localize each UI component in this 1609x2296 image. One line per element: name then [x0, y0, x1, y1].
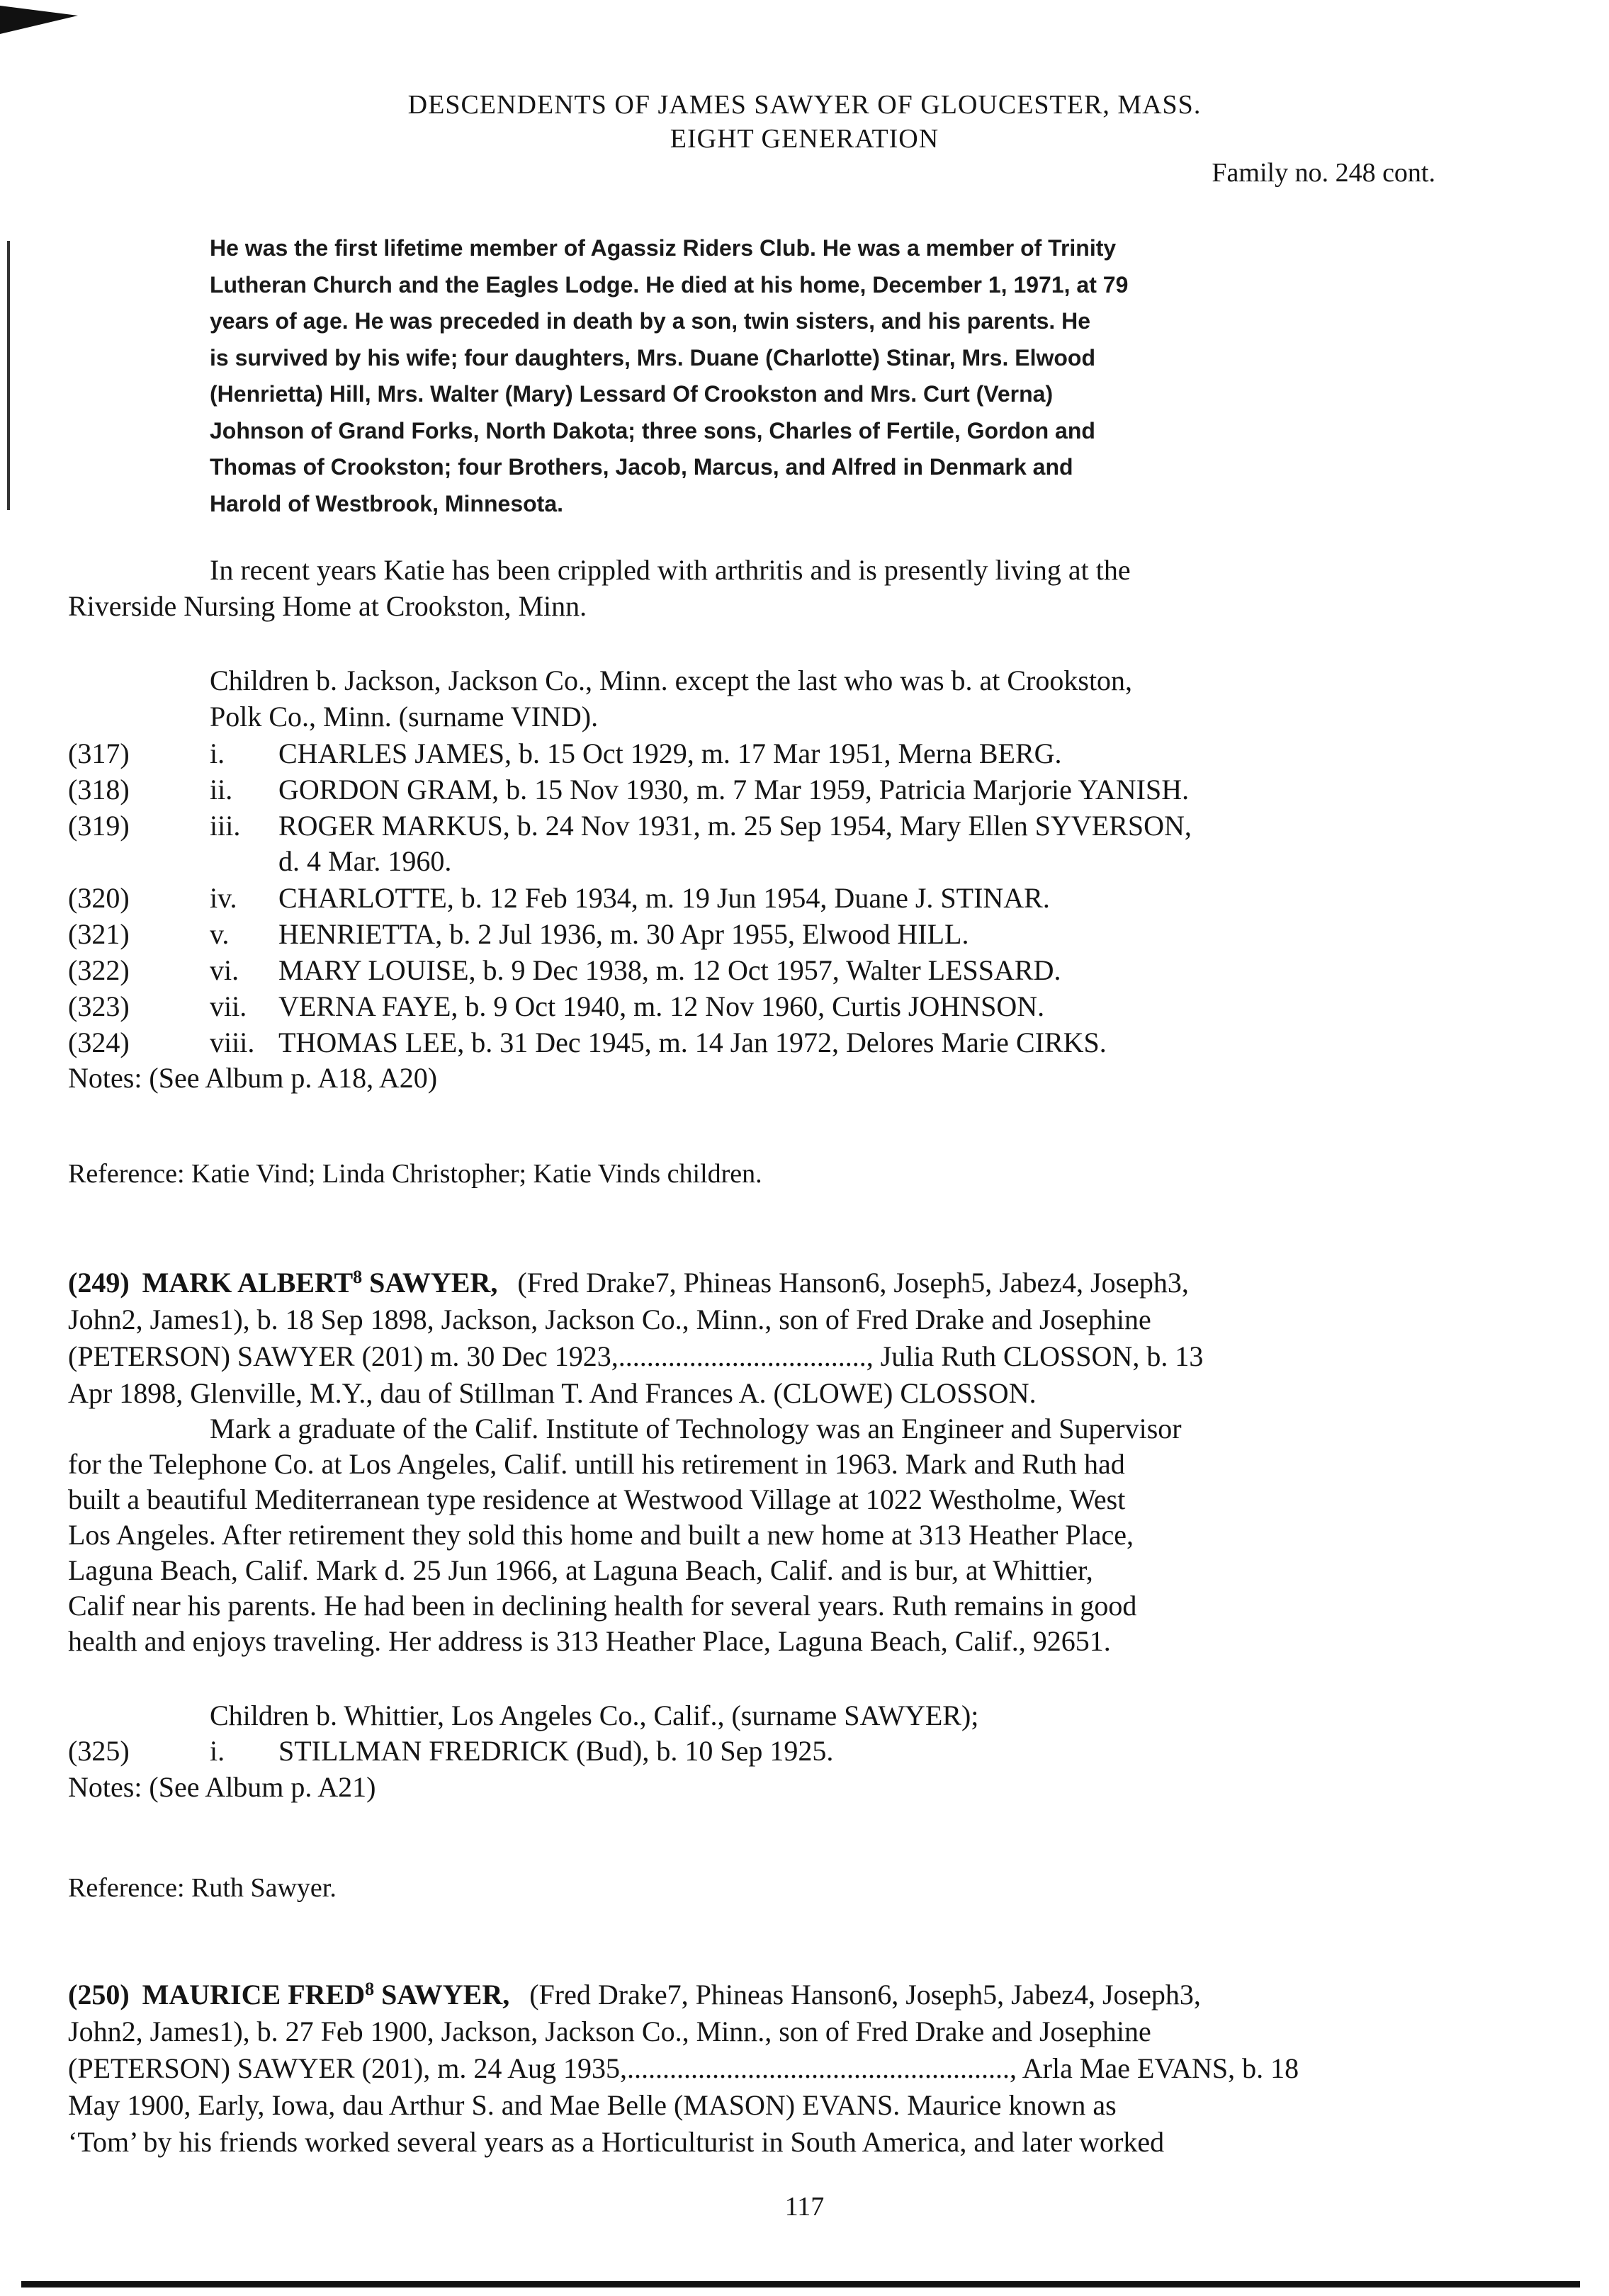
obituary-line: Lutheran Church and the Eagles Lodge. He died at his home, December 1, 1971, at 79 [210, 271, 1129, 298]
child-text: CHARLES JAMES, b. 15 Oct 1929, m. 17 Mar 1951, Merna BERG. [278, 737, 1062, 769]
child-number: (319) [68, 810, 130, 842]
entry-lineage: (Fred Drake7, Phineas Hanson6, Joseph5, Jabez4, Joseph3, [517, 1267, 1189, 1299]
family-number: Family no. 248 cont. [1212, 158, 1435, 188]
child-text: CHARLOTTE, b. 12 Feb 1934, m. 19 Jun 1954, Duane J. STINAR. [278, 882, 1050, 914]
obituary-line: Johnson of Grand Forks, North Dakota; three sons, Charles of Fertile, Gordon and [210, 417, 1095, 443]
entry-line: Apr 1898, Glenville, M.Y., dau of Stillman T. And Frances A. (CLOWE) CLOSSON. [68, 1377, 1037, 1409]
child-roman: i. [210, 1735, 225, 1767]
bio-line: Calif near his parents. He had been in declining health for several years. Ruth remains in good [68, 1590, 1137, 1622]
child-text: STILLMAN FREDRICK (Bud), b. 10 Sep 1925. [278, 1735, 834, 1767]
entry-name: MAURICE FRED [142, 1979, 366, 2011]
child-text: ROGER MARKUS, b. 24 Nov 1931, m. 25 Sep 1954, Mary Ellen SYVERSON, [278, 810, 1192, 842]
bio-line: Laguna Beach, Calif. Mark d. 25 Jun 1966, at Laguna Beach, Calif. and is bur, at Whittier, [68, 1554, 1093, 1586]
reference-line: Reference: Ruth Sawyer. [68, 1873, 337, 1903]
child-text: VERNA FAYE, b. 9 Oct 1940, m. 12 Nov 1960, Curtis JOHNSON. [278, 990, 1045, 1022]
album-notes: Notes: (See Album p. A21) [68, 1771, 376, 1803]
entry-line: John2, James1), b. 27 Feb 1900, Jackson, Jackson Co., Minn., son of Fred Drake and Josephine [68, 2015, 1151, 2047]
katie-paragraph-line: In recent years Katie has been crippled with arthritis and is presently living at the [210, 554, 1131, 586]
entry-249-heading [68, 1265, 1189, 1301]
obituary-line: He was the first lifetime member of Agassiz Riders Club. He was a member of Trinity [210, 235, 1117, 261]
child-roman: v. [210, 918, 230, 950]
entry-line: (PETERSON) SAWYER (201), m. 24 Aug 1935,......................................................, Arla Mae EVANS, b. 18 [68, 2052, 1299, 2084]
child-text: GORDON GRAM, b. 15 Nov 1930, m. 7 Mar 1959, Patricia Marjorie YANISH. [278, 774, 1190, 805]
reference-line: Reference: Katie Vind; Linda Christopher; Katie Vinds children. [68, 1159, 762, 1189]
entry-line: May 1900, Early, Iowa, dau Arthur S. and Mae Belle (MASON) EVANS. Maurice known as [68, 2089, 1117, 2121]
child-roman: ii. [210, 774, 233, 805]
child-text: THOMAS LEE, b. 31 Dec 1945, m. 14 Jan 1972, Delores Marie CIRKS. [278, 1027, 1107, 1058]
entry-250-heading [68, 1977, 1201, 2013]
entry-line: John2, James1), b. 18 Sep 1898, Jackson, Jackson Co., Minn., son of Fred Drake and Josephine [68, 1303, 1151, 1335]
child-number: (323) [68, 990, 130, 1022]
album-notes: Notes: (See Album p. A18, A20) [68, 1062, 438, 1094]
child-roman: vii. [210, 990, 247, 1022]
generation-sup: 8 [353, 1267, 363, 1287]
page-title: DESCENDENTS OF JAMES SAWYER OF GLOUCESTER, MASS. [407, 90, 1202, 120]
obituary-line: years of age. He was preceded in death by a son, twin sisters, and his parents. He [210, 308, 1091, 334]
bio-line: health and enjoys traveling. Her address is 313 Heather Place, Laguna Beach, Calif., 92651. [68, 1625, 1111, 1657]
entry-lineage: (Fred Drake7, Phineas Hanson6, Joseph5, Jabez4, Joseph3, [529, 1979, 1201, 2011]
obituary-block [210, 230, 1287, 522]
entry-surname: SAWYER, [369, 1267, 498, 1299]
bio-line: built a beautiful Mediterranean type residence at Westwood Village at 1022 Westholme, West [68, 1483, 1126, 1515]
child-number: (318) [68, 774, 130, 805]
entry-surname: SAWYER, [381, 1979, 510, 2011]
entry-name: MARK ALBERT [142, 1267, 354, 1299]
katie-paragraph-line: Riverside Nursing Home at Crookston, Minn. [68, 590, 587, 622]
children-intro: Children b. Jackson, Jackson Co., Minn. except the last who was b. at Crookston, [210, 665, 1133, 696]
child-number: (321) [68, 918, 130, 950]
child-number: (320) [68, 882, 130, 914]
bio-line: Los Angeles. After retirement they sold this home and built a new home at 313 Heather Place, [68, 1519, 1134, 1551]
page-subtitle: EIGHT GENERATION [670, 124, 939, 154]
scan-bottom-bar [21, 2281, 1580, 2287]
child-text: HENRIETTA, b. 2 Jul 1936, m. 30 Apr 1955, Elwood HILL. [278, 918, 969, 950]
obituary-line: Thomas of Crookston; four Brothers, Jacob, Marcus, and Alfred in Denmark and [210, 454, 1073, 480]
scan-corner-mark [0, 0, 78, 34]
child-roman: vi. [210, 954, 239, 986]
children-intro: Polk Co., Minn. (surname VIND). [210, 701, 599, 733]
entry-line: ‘Tom’ by his friends worked several years as a Horticulturist in South America, and later worked [68, 2126, 1165, 2158]
obituary-line: is survived by his wife; four daughters, Mrs. Duane (Charlotte) Stinar, Mrs. Elwood [210, 344, 1095, 371]
generation-sup: 8 [365, 1979, 375, 1999]
child-roman: viii. [210, 1027, 255, 1058]
children-intro: Children b. Whittier, Los Angeles Co., Calif., (surname SAWYER); [210, 1700, 979, 1731]
obituary-line: Harold of Westbrook, Minnesota. [210, 490, 563, 516]
child-text: MARY LOUISE, b. 9 Dec 1938, m. 12 Oct 1957, Walter LESSARD. [278, 954, 1061, 986]
bio-line: for the Telephone Co. at Los Angeles, Calif. untill his retirement in 1963. Mark and Ruth had [68, 1448, 1125, 1480]
child-number: (317) [68, 737, 130, 769]
child-number: (325) [68, 1735, 130, 1767]
page-number: 117 [784, 2192, 825, 2222]
scan-edge-line [7, 241, 10, 510]
entry-line: (PETERSON) SAWYER (201) m. 30 Dec 1923,..................................., Julia Ruth CLOSSON, b. 13 [68, 1340, 1204, 1372]
entry-number: (250) [68, 1979, 130, 2011]
child-number: (324) [68, 1027, 130, 1058]
child-roman: iii. [210, 810, 241, 842]
entry-number: (249) [68, 1267, 130, 1299]
obituary-line: (Henrietta) Hill, Mrs. Walter (Mary) Lessard Of Crookston and Mrs. Curt (Verna) [210, 381, 1054, 407]
child-number: (322) [68, 954, 130, 986]
child-roman: iv. [210, 882, 237, 914]
bio-line: Mark a graduate of the Calif. Institute of Technology was an Engineer and Supervisor [210, 1413, 1182, 1444]
child-roman: i. [210, 737, 225, 769]
child-text: d. 4 Mar. 1960. [278, 845, 452, 877]
